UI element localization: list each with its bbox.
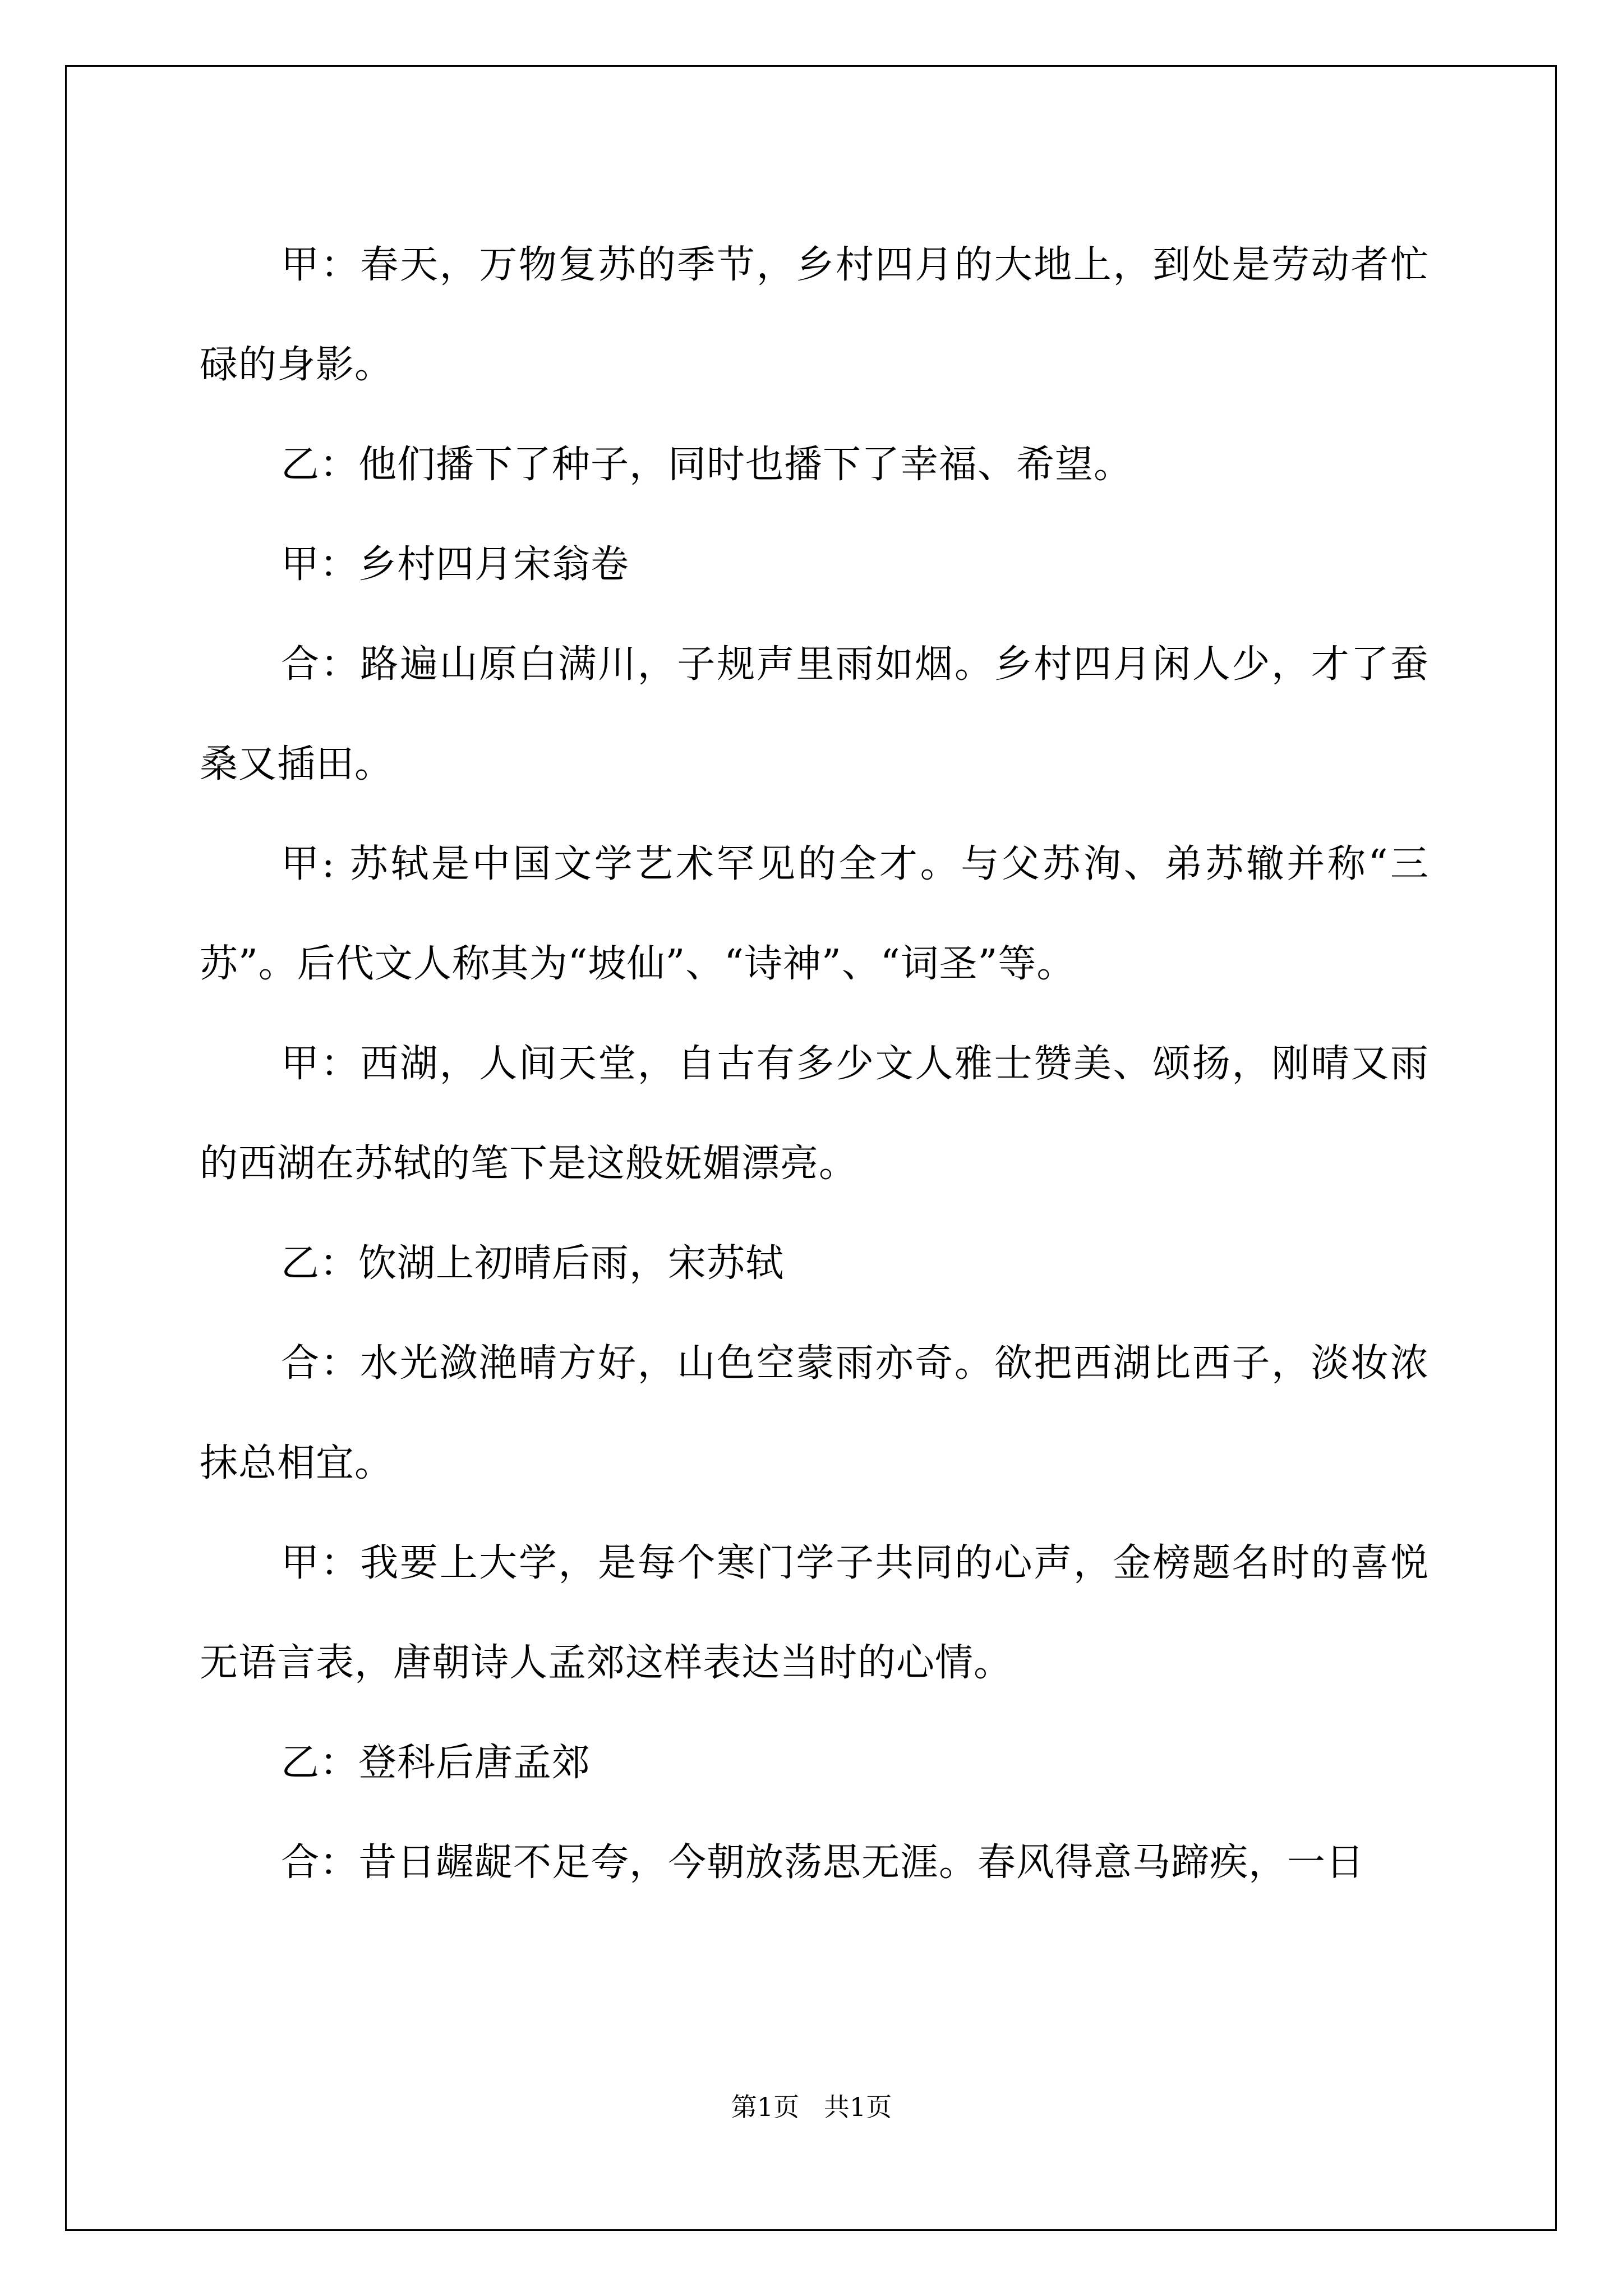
paragraph: 合：路遍山原白满川，子规声里雨如烟。乡村四月闲人少，才了蚕桑又插田。	[200, 642, 1429, 786]
document-body	[200, 215, 1429, 1913]
paragraph: 甲：我要上大学，是每个寒门学子共同的心声，金榜题名时的喜悦无语言表，唐朝诗人孟郊这样表达当时的心情。	[200, 1541, 1429, 1685]
paragraph: 乙：登科后唐孟郊	[281, 1741, 591, 1785]
paragraph: 甲：乡村四月宋翁卷	[281, 542, 630, 587]
paragraph: 甲：西湖，人间天堂，自古有多少文人雅士赞美、颂扬，刚晴又雨的西湖在苏轼的笔下是这般妩媚漂亮。	[200, 1042, 1429, 1186]
paragraph: 乙：他们播下了种子，同时也播下了幸福、希望。	[281, 443, 1133, 487]
page-number-footer: 第1页 共1页	[731, 2092, 892, 2122]
paragraph: 合：昔日龌龊不足夸，今朝放荡思无涯。春风得意马蹄疾，一日	[281, 1841, 1365, 1885]
paragraph: 乙：饮湖上初晴后雨，宋苏轼	[281, 1241, 785, 1286]
paragraph: 甲: 苏轼是中国文学艺术罕见的全才。与父苏洵、弟苏辙并称“三苏”。后代文人称其为“坡仙”、“诗神”、“词圣”等。	[200, 842, 1429, 986]
paragraph: 合：水光潋滟晴方好，山色空蒙雨亦奇。欲把西湖比西子，淡妆浓抹总相宜。	[200, 1341, 1429, 1485]
paragraph: 甲：春天，万物复苏的季节，乡村四月的大地上，到处是劳动者忙碌的身影。	[200, 243, 1429, 387]
